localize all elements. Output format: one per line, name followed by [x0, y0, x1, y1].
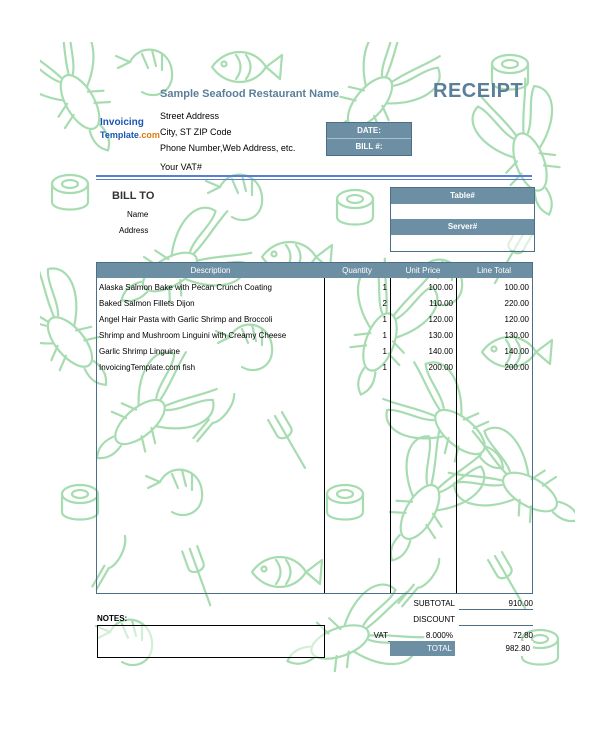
server-number-value[interactable] [391, 235, 534, 250]
item-quantity: 1 [382, 331, 387, 340]
vat-number: Your VAT# [160, 162, 202, 172]
table-server-box [390, 187, 535, 252]
item-unit-price: 140.00 [428, 347, 453, 356]
item-line-total: 140.00 [504, 347, 529, 356]
bill-to-address-label: Address [119, 226, 149, 235]
discount-label: DISCOUNT [413, 615, 455, 624]
table-row[interactable] [97, 344, 532, 360]
table-number-value[interactable] [391, 204, 534, 219]
column-quantity: Quantity [342, 266, 372, 275]
total-row [390, 641, 533, 656]
notes-label: NOTES: [97, 614, 128, 623]
line-items-table [96, 262, 533, 594]
item-quantity: 2 [382, 299, 387, 308]
item-description: Alaska Salmon Bake with Pecan Crunch Coating [99, 283, 272, 292]
table-row[interactable] [97, 280, 532, 296]
item-unit-price: 110.00 [429, 299, 453, 308]
phone-web: Phone Number,Web Address, etc. [160, 143, 296, 153]
item-unit-price: 130.00 [428, 331, 453, 340]
total-label: TOTAL [426, 644, 452, 653]
line-items-header [97, 263, 532, 278]
invoicing-template-logo [100, 116, 160, 142]
table-number-label: Table# [391, 188, 534, 204]
column-divider [456, 278, 457, 593]
column-unit-price: Unit Price [405, 266, 441, 275]
item-line-total: 220.00 [504, 299, 529, 308]
date-label: DATE: [327, 123, 411, 139]
item-unit-price: 100.00 [428, 283, 453, 292]
bill-to-heading: BILL TO [112, 190, 155, 202]
date-bill-labels [326, 122, 412, 156]
bill-number-label: BILL #: [355, 142, 383, 151]
item-line-total: 100.00 [504, 283, 529, 292]
item-line-total: 130.00 [504, 331, 529, 340]
discount-row [395, 614, 533, 626]
bill-to-name-label: Name [127, 210, 149, 219]
restaurant-name: Sample Seafood Restaurant Name [160, 88, 340, 100]
item-line-total: 200.00 [504, 363, 529, 372]
logo-text-invoicing: Invoicing [100, 117, 144, 128]
item-description: Baked Salmon Fillets Dijon [99, 299, 195, 308]
header-divider-thin [96, 179, 532, 180]
subtotal-value: 910.00 [459, 598, 533, 610]
item-description: InvoicingTemplate.com fish [99, 363, 196, 372]
table-row[interactable] [97, 328, 532, 344]
receipt-title: RECEIPT [433, 80, 524, 102]
column-divider [324, 278, 325, 593]
server-number-label: Server# [391, 219, 534, 235]
subtotal-label: SUBTOTAL [413, 599, 455, 608]
table-row[interactable] [97, 312, 532, 328]
logo-text-dotcom: .com [138, 130, 160, 140]
notes-field[interactable] [97, 625, 325, 658]
vat-label: VAT [373, 631, 388, 640]
street-address: Street Address [160, 111, 220, 121]
item-unit-price: 120.00 [428, 315, 453, 324]
city-state-zip: City, ST ZIP Code [160, 127, 232, 137]
vat-rate: 8.000% [388, 630, 453, 642]
date-bill-values[interactable] [411, 122, 531, 154]
discount-value[interactable] [459, 614, 533, 626]
item-quantity: 1 [382, 283, 387, 292]
item-quantity: 1 [382, 315, 387, 324]
table-row[interactable] [97, 360, 532, 376]
column-divider [390, 278, 391, 593]
item-description: Garlic Shrimp Linguine [99, 347, 180, 356]
item-quantity: 1 [382, 347, 387, 356]
logo-text-template: Template [100, 130, 139, 140]
column-description: Description [190, 266, 231, 275]
column-line-total: Line Total [476, 266, 512, 275]
item-description: Angel Hair Pasta with Garlic Shrimp and Broccoli [99, 315, 273, 324]
item-unit-price: 200.00 [428, 363, 453, 372]
item-line-total: 120.00 [504, 315, 529, 324]
table-row[interactable] [97, 296, 532, 312]
total-value: 982.80 [455, 641, 533, 656]
subtotal-row [395, 598, 533, 610]
item-quantity: 1 [382, 363, 387, 372]
vat-value: 72.80 [459, 630, 533, 642]
item-description: Shrimp and Mushroom Linguini with Creamy Cheese [99, 331, 287, 340]
header-divider [96, 175, 532, 177]
